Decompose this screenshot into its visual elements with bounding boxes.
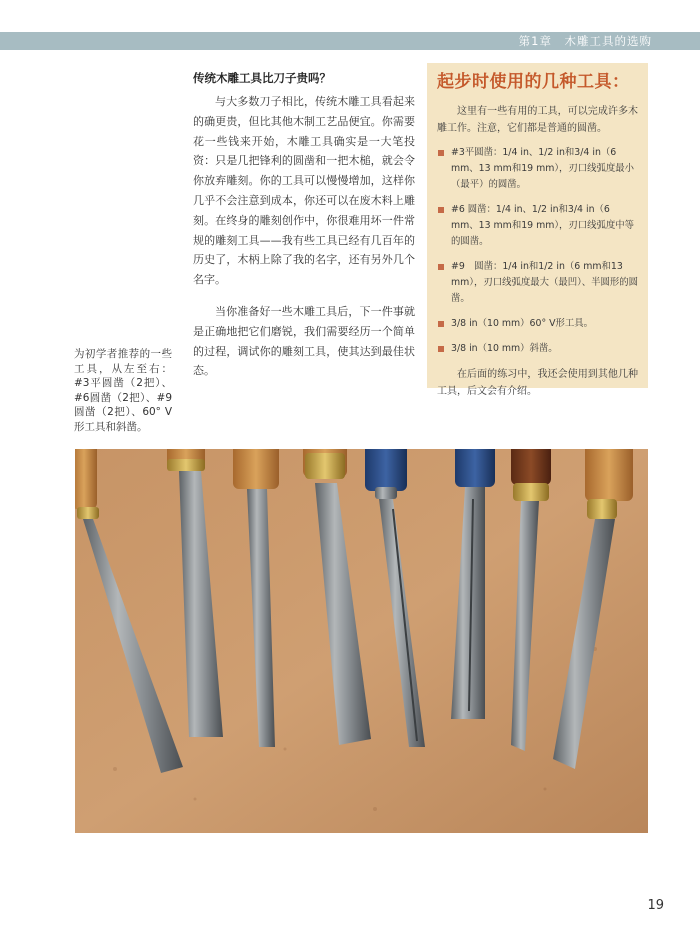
photo-caption: 为初学者推荐的一些工具，从左至右：#3平圆凿（2把）、#6圆凿（2把）、#9圆凿（2把）、60° V形工具和斜凿。	[74, 348, 172, 433]
tool-list-item	[437, 202, 638, 250]
tool-list	[437, 145, 638, 357]
page-number: 19	[647, 898, 664, 913]
article-paragraph-1: 与大多数刀子相比，传统木雕工具看起来的确更贵，但比其他木制工艺品便宜。你需要花一些钱来开始，木雕工具确实是一大笔投资：只是几把锋利的圆凿和一把木槌，就会令你放弃雕刻。你的工具可以慢慢增加，这样你几乎不会注意到成本，你还可以在废木料上雕刻。在终身的雕刻创作中，你很难用坏一件常规的雕刻工具——我有些工具已经有几百年的历史了，木柄上除了我的名字，还有另外几个名字。	[193, 95, 415, 287]
tool-item-text: #6 圆凿：1/4 in、1/2 in和3/4 in（6 mm、13 mm和19 mm），刃口线弧度中等的圆凿。	[451, 204, 635, 247]
carving-tools-illustration	[75, 449, 648, 833]
carving-tools-photo	[75, 449, 648, 833]
square-bullet-icon	[438, 150, 444, 156]
square-bullet-icon	[438, 207, 444, 213]
tool-item-text: 3/8 in（10 mm）斜凿。	[451, 343, 558, 354]
article-section	[193, 70, 415, 393]
tool-list-item	[437, 259, 638, 307]
square-bullet-icon	[438, 264, 444, 270]
chapter-title: 第1章 木雕工具的选购	[518, 34, 652, 48]
tool-list-item	[437, 316, 638, 332]
sidebar-outro: 在后面的练习中，我还会使用到其他几种工具，后文会有介绍。	[437, 369, 638, 397]
tool-list-item	[437, 145, 638, 193]
tool-item-text: #3平圆凿：1/4 in、1/2 in和3/4 in（6 mm、13 mm和19 mm），刃口线弧度最小（最平）的圆凿。	[451, 147, 635, 190]
article-paragraph-2: 当你准备好一些木雕工具后，下一件事就是正确地把它们磨锐，我们需要经历一个简单的过程，调试你的雕刻工具，使其达到最佳状态。	[193, 304, 415, 378]
tool-list-item	[437, 341, 638, 357]
square-bullet-icon	[438, 321, 444, 327]
sidebar-title: 起步时使用的几种工具：	[437, 72, 630, 92]
sidebar-intro: 这里有一些有用的工具，可以完成许多木雕工作。注意，它们都是普通的圆凿。	[437, 106, 638, 134]
square-bullet-icon	[438, 346, 444, 352]
chapter-header-bar	[0, 32, 700, 50]
article-title: 传统木雕工具比刀子贵吗？	[193, 71, 331, 85]
tool-item-text: #9 圆凿：1/4 in和1/2 in（6 mm和13 mm），刃口线弧度最大（最凹）、半圆形的圆凿。	[451, 261, 639, 304]
starter-tools-sidebar	[427, 63, 648, 397]
tool-item-text: 3/8 in（10 mm）60° V形工具。	[451, 318, 594, 329]
